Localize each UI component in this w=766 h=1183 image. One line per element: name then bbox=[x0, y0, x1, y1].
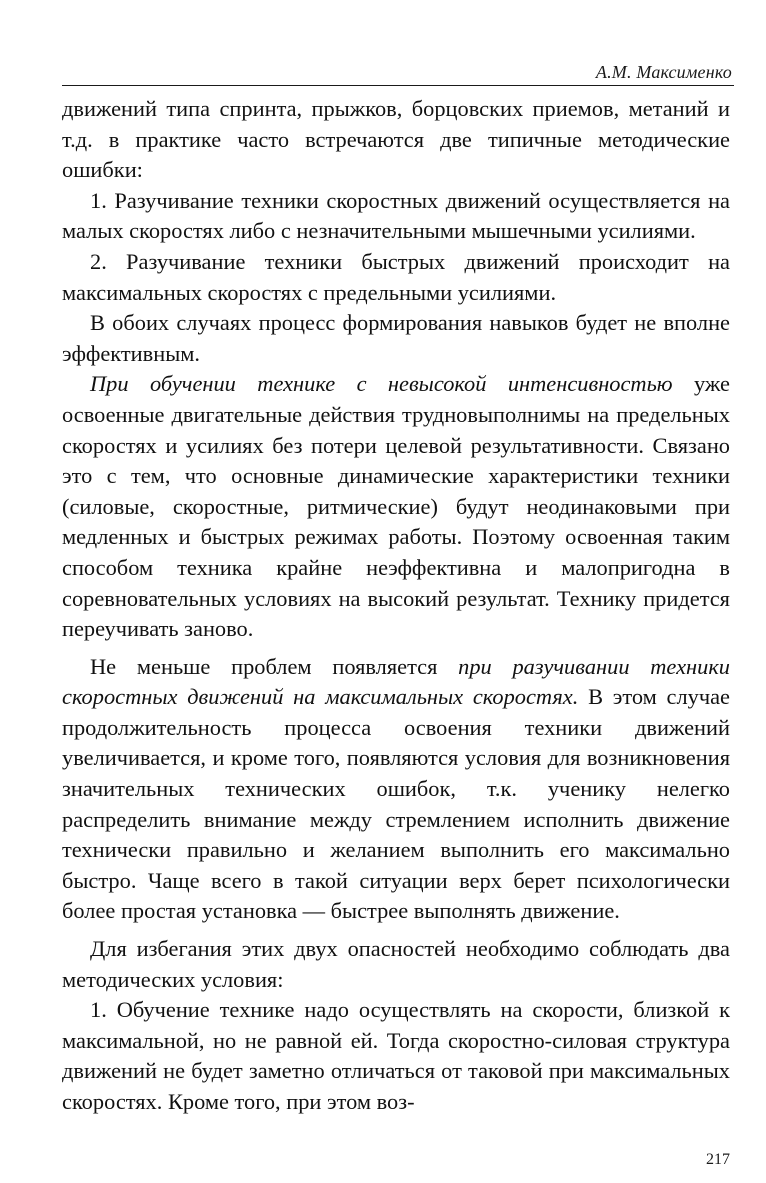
paragraph-conditions: Для избегания этих двух опасностей необходимо соблюдать два методических условия: bbox=[62, 936, 730, 992]
page-number: 217 bbox=[706, 1151, 730, 1168]
paragraph-continuation: движений типа спринта, прыжков, борцовских приемов, метаний и т.д. в практике часто встречаются две типичные методические ошибки: bbox=[62, 96, 730, 183]
running-header-author: А.М. Максименко bbox=[595, 62, 732, 82]
paragraph-conclusion: В обоих случаях процесс формирования навыков будет не вполне эффективным. bbox=[62, 310, 730, 366]
paragraph-max-speed-lead: Не меньше проблем появляется bbox=[90, 653, 459, 679]
emphasis-max-speed: при разучивании техники скоростных движений на максимальных скоростях. bbox=[62, 653, 730, 710]
paragraph-error-1: 1. Разучивание техники скоростных движений осуществляется на малых скоростях либо с незначительными мышечными усилиями. bbox=[62, 187, 730, 244]
paragraph-error-2: 2. Разучивание техники быстрых движений происходит на максимальных скоростях с предельными усилиями. bbox=[62, 248, 730, 305]
paragraph-max-speed-text: В этом случае продолжительность процесса освоения техники движений увеличивается, и кроме того, появляются условия для возникновения значительных технических ошибок, т.к. ученику нелегко распределить внимание между стремлением исполнить движение технически правильно и желанием выполнить его максимально быстро. Чаще всего в такой ситуации верх берет психологически более простая установка — быстрее выполнять движение. bbox=[62, 684, 730, 924]
paragraph-low-intensity-text: уже освоенные двигательные действия трудновыполнимы на предельных скоростях и усилиях без потери целевой результативности. Связано это с тем, что основные динамические характеристики техники (силовые, скоростные, ритмические) будут неодинаковыми при медленных и быстрых режимах работы. Поэтому освоенная таким способом техника крайне неэффективна и малопригодна в соревновательных условиях на высокий результат. Технику придется переучивать заново. bbox=[62, 371, 730, 642]
body-text bbox=[62, 94, 730, 1118]
paragraph-low-intensity bbox=[62, 369, 730, 644]
paragraph-max-speed bbox=[62, 652, 730, 927]
emphasis-low-intensity: При обучении технике с невысокой интенсивностью bbox=[90, 371, 673, 397]
header-rule bbox=[62, 85, 734, 86]
paragraph-condition-1: 1. Обучение технике надо осуществлять на скорости, близкой к максимальной, но не равной ей. Тогда скоростно-силовая структура движений не будет заметно отличаться от таковой при максимальных скоростях. Кроме того, при этом воз- bbox=[62, 997, 730, 1114]
